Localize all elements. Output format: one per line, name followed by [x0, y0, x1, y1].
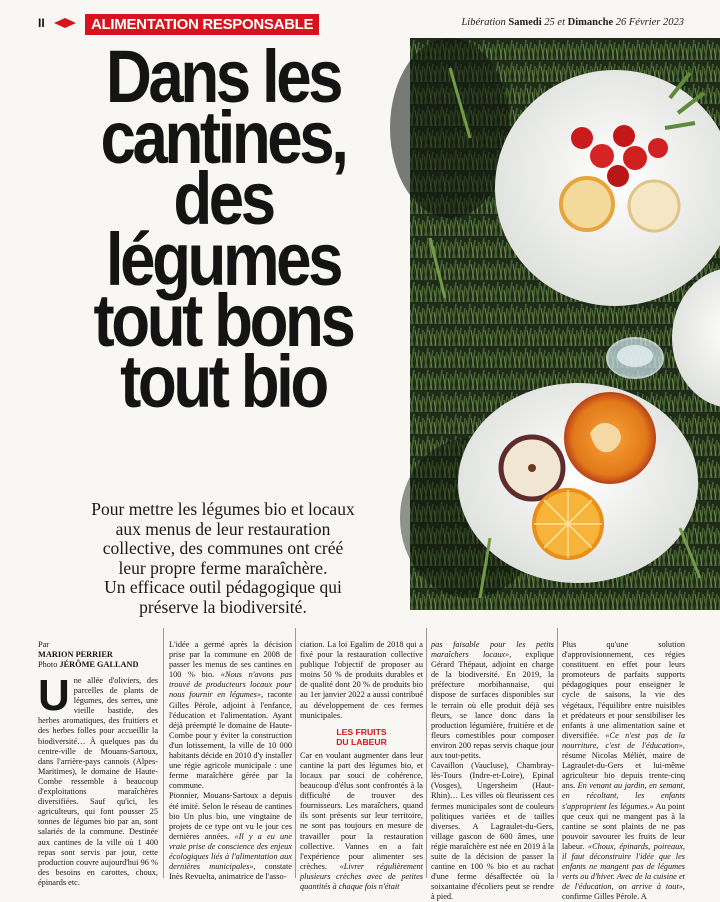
column-1: Par MARION PERRIER Photo JÉRÔME GALLAND Une allée d'oliviers, des parcelles de plants de légumes, des serres, une vieille bastide, des herbes aromatiques, des fruitiers et des herbes folles pour accueillir la biodiversité… À quelques pas du centre-ville de Mouans-Sartoux, dans l'arrière-pays cannois (Alpes-Maritimes), le domaine de Haute-Combe ressemble à beaucoup d'exploitations maraîchères diversifiées. Sauf qu'ici, les agriculteurs, qui font pousser 25 tonnes de légumes bio par an, sont salariés de la commune. Destinée aux cantines de la ville où 1 400 repas sont servis par jour, cette production couvre aujourd'hui 96 % des besoins en carottes, choux, épinards etc. — [38, 640, 158, 887]
dropcap: U — [38, 671, 70, 720]
article-deck: Pour mettre les légumes bio et locaux aux menus de leur restauration collective, des communes ont créé leur propre ferme maraîchère. Un efficace outil pédagogique qui préserve la biodiversité. — [91, 499, 355, 617]
column-5: Plus qu'une solution d'approvisionnement, ces régies constituent en effet pour leurs promoteurs de parfaits supports pédagogiques pour enseigner le cycle de saisons, la vie des végétaux, l'équilibre entre nuisibles et prédateurs et pour sensibiliser les enfants à une alimentation saine et diversifiée. «Ce n'est pas de la nourriture, c'est de l'éducation», résume Nicolas Mélièt, maire de Lagraulet-du-Gers et lui-même agriculteur bio depuis trente-cinq ans. En venant au jardin, en semant, en récoltant, les enfants s'approprient les légumes.» Au point que ceux qui ne mangent pas à la cantine se sont plaints de ne pas pouvoir savourer les fruits de leur labeur. «Choux, épinards, poireaux, il faut déconstruire l'idée que les enfants ne mangent pas de légumes verts ou d'hiver. Avec de la cuisine et de l'éducation, on arrive à tout», confirme Gilles Pérole. A — [562, 640, 685, 902]
article-body — [0, 640, 720, 902]
article-headline: Dans les cantines, des légumes tout bons tout bio — [93, 35, 353, 423]
section-diamond-icon — [54, 18, 76, 28]
page-number: II — [38, 16, 45, 30]
section-rubric: ALIMENTATION RESPONSABLE — [85, 14, 319, 35]
byline: Par MARION PERRIER Photo JÉRÔME GALLAND — [38, 640, 139, 669]
subheading: LES FRUITS DU LABEUR — [336, 726, 387, 747]
column-3: ciation. La loi Egalim de 2018 qui a fixé pour la restauration collective publique l'objectif de proposer au moins 50 % de produits durables et de qualité dont 20 % de produits bio au 1er janvier 2022 a aussi contribué au développement de ces fermes municipales. LES FRUITS DU LABEUR Car en voulant augmenter dans leur cantine la part des légumes bio, et locaux par souci de cohérence, beaucoup d'élus sont confrontés à la difficulté de trouver des fournisseurs. Les maraîchers, quand ils sont présents sur leur territoire, ne sont pas toujours en mesure de travailler pour la restauration collective. Vannes en a fait l'expérience pour alimenter ses crèches. «Livrer régulièrement plusieurs crèches avec de petites quantités à chaque fois n'était — [300, 640, 423, 891]
plates-on-grass-image — [410, 38, 720, 610]
page-header — [38, 14, 684, 36]
article-photo — [410, 38, 720, 610]
column-4: pas faisable pour les petits maraîchers locaux», explique Gérard Thépaut, adjoint en charge de la biodiversité. En 2019, la préfecture morbihannaise, qui dispose de surfaces disponibles sur le terrain où elle produit déjà ses fleurs, se lance donc dans la production légumière, fruitière et de fleurs comestibles pour composer environ 200 repas servis chaque jour aux tout-petits. Cavaillon (Vaucluse), Chambray-lès-Tours (Indre-et-Loire), Epinal (Vosges), Ungersheim (Haut-Rhin)… Les villes où fleurissent ces fermes municipales sont de couleurs politiques variées et de tailles diverses. A Lagraulet-du-Gers, village gascon de 600 âmes, une régie maraîchère est née en 2019 à la suite de la décision de passer la cantine en 100 % bio et au rachat d'une ferme désaffectée où la soixantaine d'écoliers peut se rendre à pied. — [431, 640, 554, 902]
column-2: L'idée a germé après la décision prise par la commune en 2008 de passer les menus de ses cantines en 100 % bio. «Nous n'avons pas trouvé de producteurs locaux pour nous fournir en légumes», raconte Gilles Pérole, adjoint à l'enfance, l'éducation et l'alimentation. Ayant déjà préempté le domaine de Haute-Combe pour y éviter la construction d'un lotissement, la ville de 10 000 habitants décide en 2010 d'y installer une régie agricole municipale : une ferme maraîchère gérée par la commune. Pionnier, Mouans-Sartoux a depuis été imité. Selon le réseau de cantines bio Un plus bio, une vingtaine de projets de ce type ont vu le jour ces dernières années. «Il y a eu une vraie prise de conscience des enjeux écologiques liés à l'alimentation aux dernières municipales», constate Inès Revuelta, animatrice de l'asso- — [169, 640, 293, 882]
issue-date: Libération Samedi 25 et Dimanche 26 Février 2023 — [461, 17, 684, 28]
